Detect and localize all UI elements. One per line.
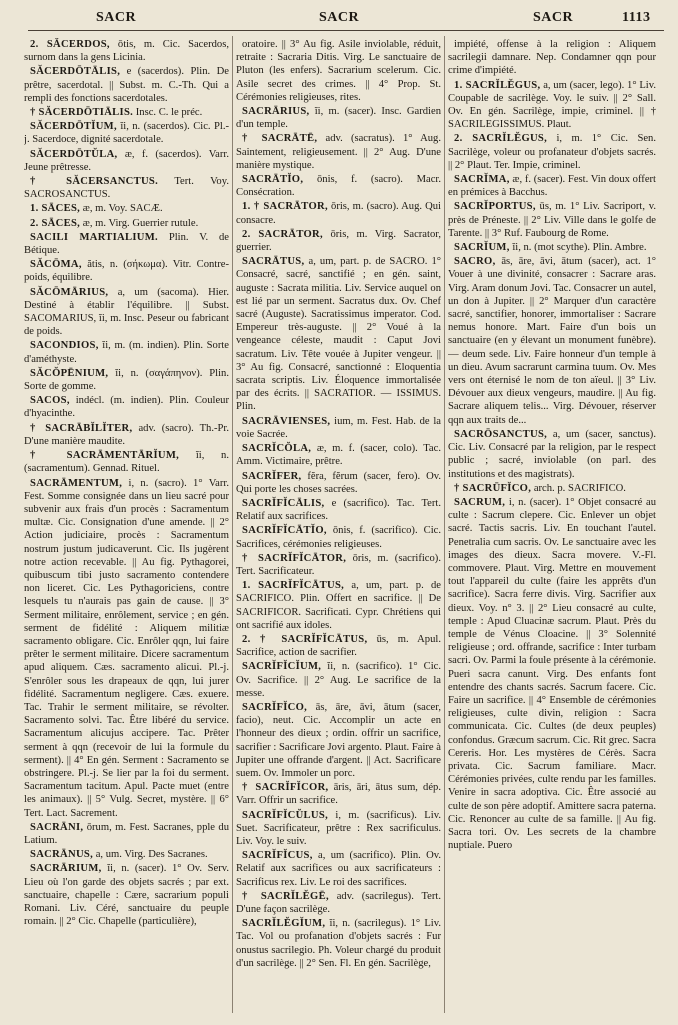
dictionary-entry <box>236 132 441 172</box>
dictionary-entry <box>236 701 441 780</box>
dictionary-entry <box>236 255 441 413</box>
entry-definition: æ, m. Virg. Guerrier rutule. <box>82 217 199 229</box>
entry-definition: æ, m. Voy. SACÆ. <box>82 203 163 215</box>
entry-headword: SACRĬMA, <box>454 174 510 186</box>
entry-definition: a, um (sacer, sanctus). Cic. Liv. Consacré par la religion, par le respect public ; sacré, inviolable (on parl. des institutions et des magistrats). <box>448 428 656 480</box>
dictionary-entry <box>236 633 441 659</box>
dictionary-entry <box>236 173 441 199</box>
dictionary-entry <box>236 781 441 807</box>
entry-definition: ōtis, m. Cic. Sacerdos, surnom dans la gens Licinia. <box>24 39 229 64</box>
entry-definition: ĭi, n. (sacrilegus). 1° Liv. Tac. Vol ou profanation d'objets sacrés : Fur onustus sacrilegio. Ph. Voleur chargé du produit d'un sacrilège. || 2° Sen. Fl. En gén. Sacrilège, <box>236 918 441 969</box>
dictionary-entry <box>24 367 229 393</box>
entry-headword: SACILI MARTIALIUM. <box>30 231 158 243</box>
entry-headword: SACRĬFĬCO, <box>242 701 308 713</box>
entry-headword: 2. SĂCERDOS, <box>30 39 110 50</box>
entry-headword: SACRĀVIENSES, <box>242 415 331 427</box>
entry-headword: 2. † SACRĬFĬCĀTUS, <box>242 633 368 645</box>
entry-headword: SĂCŌMA, <box>30 259 82 271</box>
dictionary-entry <box>236 228 441 254</box>
entry-definition: a, um, part. p. de SACRO. 1° Consacré, sacré, sanctifié ; en gén. saint, auguste : Sacrata militia. Liv. Service auquel on est lié par un serment. Sacratus dux. Ov. Chef sacré (Auguste). Sacratissimus imperator. Cod. Empereur très-auguste. || 2° Voué à la vengeance céleste, maudit : Caput Jovi sacratum. Liv. Tête vouée à Jupiter vengeur. || 3° Au fig. Consacré, sanctionné : Eloquentia sacrata scriptis. Liv. Éloquence immortalisée par des écrits. || SACRATIOR. — ISSIMUS. Plin. <box>236 256 441 413</box>
entry-definition: impiété, offense à la religion : Aliquem sacrilegii damnare. Nep. Condamner qqn pour crime d'impiété. <box>448 39 656 77</box>
entry-headword: † SACRĀBĬLĬTER, <box>30 422 133 434</box>
entry-definition: ōnis, f. (sacrifico). Cic. Sacrifices, cérémonies religieuses. <box>236 525 441 550</box>
dictionary-entry <box>448 38 656 78</box>
entry-headword: † SACRĬFĬCOR, <box>242 782 329 794</box>
entry-headword: SACRĀNI, <box>30 821 84 833</box>
entry-headword: † SACRĬLĔGĒ, <box>242 890 329 902</box>
entry-headword: SACRĬFĬCĬUM, <box>242 661 322 673</box>
entry-headword: SĂCŌMĀRIUS, <box>30 286 109 298</box>
column-1 <box>24 38 229 1013</box>
dictionary-entry <box>236 552 441 578</box>
entry-headword: SACRĬFĬCUS, <box>242 850 313 862</box>
dictionary-entry <box>24 202 229 215</box>
entry-headword: SACRĬFĬCĀTĬO, <box>242 525 327 537</box>
entry-headword: † SACRĀTĒ, <box>242 133 318 145</box>
entry-headword: SACRĀRIUM, <box>30 863 102 875</box>
dictionary-entry <box>236 200 441 226</box>
entry-definition: ĭi, n. (σαγάπηνον). Plin. Sorte de gomme. <box>24 367 229 393</box>
dictionary-entry <box>236 470 441 496</box>
entry-definition: ūs, m. Apul. Sacrifice, action de sacrifier. <box>236 633 441 659</box>
entry-headword: SACRĀTĬO, <box>242 174 304 186</box>
entry-headword: † SĂCERDŌTIĀLIS. <box>30 107 134 119</box>
entry-headword: SACRĬCŎLA, <box>242 443 312 455</box>
entry-headword: 1. † SACRĀTOR, <box>242 201 328 213</box>
entry-definition: ūs, m. 1° Liv. Sacriport, v. près de Préneste. || 2° Liv. Ville dans le golfe de Tarente. || 3° Ruf. Faubourg de Rome. <box>448 201 656 239</box>
entry-definition: æ, m. f. (sacer, colo). Tac. Amm. Victimaire, prêtre. <box>236 443 441 468</box>
entry-definition: æ, f. (sacerdos). Varr. Jeune prêtresse. <box>24 148 229 173</box>
dictionary-entry <box>448 79 656 132</box>
dictionary-entry <box>24 106 229 119</box>
entry-headword: 2. SĀCES, <box>30 217 81 229</box>
entry-definition: adv. (sacratus). 1° Aug. Saintement, religieusement. || 2° Aug. D'une manière mystique. <box>236 133 441 171</box>
entry-headword: SĂCŎPĒNIUM, <box>30 367 109 379</box>
entry-headword: SACRĀNUS, <box>30 849 94 861</box>
entry-definition: ās, āre, āvi, ātum (sacer), act. 1° Vouer à une divinité, consacrer : Sacrare aras. Virg. Aram donum Jovi. Tac. Consacrer un autel, un don à Jupiter. || 2° Marquer d'un caractère sacré, sanctifier, honorer, immortaliser : Sacrare nemus honore. Mart. Faire d'un bois un sanctuaire (en y élevant un monument funèbre). — deum sede. Liv. Faire honneur d'un temple à un dieu. Avum sacrarunt carmina tuum. Ov. Mes vers ont éternisé le nom de ton aïeul. || 3° Liv. Dévouer aux dieux vengeurs, maudire. || Au fig. Sacrare aliquem telis... Virg. Dévouer, réserver qqn aux traits de... <box>448 256 656 426</box>
entry-headword: SĂCERDŌTĀLIS, <box>30 66 121 78</box>
entry-headword: SACRUM, <box>454 496 506 508</box>
entry-definition: fĕra, fĕrum (sacer, fero). Ov. Qui porte les choses sacrées. <box>236 470 441 495</box>
entry-definition: Insc. C. le préc. <box>135 107 203 119</box>
entry-definition: arch. p. SACRIFICO. <box>533 482 626 494</box>
entry-definition: āris, āri, ātus sum, dép. Varr. Offrir un sacrifice. <box>236 782 441 807</box>
dictionary-entry <box>24 120 229 146</box>
entry-definition: ătis, n. (σήκωμα). Vitr. Contre-poids, équilibre. <box>24 259 229 284</box>
entry-definition: a, um (sacrifico). Plin. Ov. Relatif aux sacrifices ou aux sacrificateurs : Sacrificus rex. Liv. Le roi des sacrifices. <box>236 850 441 888</box>
entry-definition: ĭi, n. (sacramentum). Gennad. Rituel. <box>24 450 229 475</box>
entry-headword: SACRĀMENTUM, <box>30 477 123 489</box>
entry-headword: SĂCERDŌTĬUM, <box>30 121 117 133</box>
dictionary-entry <box>448 200 656 240</box>
entry-headword: SACRO, <box>454 256 496 268</box>
entry-definition: ĭi, m. (m. indien). Plin. Sorte d'améthyste. <box>24 340 229 365</box>
entry-headword: † SACRŪFĬCO, <box>454 482 532 494</box>
entry-definition: i, n. (sacro). 1° Varr. Fest. Somme consignée dans un lieu sacré pour subvenir aux frais d'un procès : Sacramentum multæ. Cic. Consignation d'une amende. || 2° Action judiciaire, procès : Sacramentum nostrum justum judicaverunt. Cic. Ils jugèrent notre action recevable. || Au fig. Pythagorei, quibuscum tibi justo sacramento contendere non liceret. Cic. Les Pythagoriciens, contre lesquels tu n'aurais pas gain de cause. || 3° Serment militaire, enrôlement, service ; en gén. serment de fidélité : Aliquem militiæ sacramento obligare. Cic. Enrôler qqn, lui faire prêter le serment militaire. Dicere sacramentum apud aliquem. Cæs. sacramento alicui. Pl.-j. S'enrôler sous les drapeaux de qqn, lui jurer fidélité. Sacramentum negligere. Cæs. exuere. Tac. Trahir le serment militaire, se révolter. Sacramento solvi. Tac. Être libéré du service. Sacramentum alicujus accipere. Tac. Prêter serment à qqn (recevoir de lui la formule du serment). || 4° En gén. Serment : Sacramento se obstringere. Pl.-j. Se lier par la foi du serment. Sacramentum tacitum. Apul. Pacte muet (entre les animaux). || 5° Vulg. Secret, mystère. || 6° Tert. Lact. Sacrement. <box>24 477 229 819</box>
header-rule <box>28 30 664 31</box>
entry-headword: SACRĬLĔGĬUM, <box>242 918 326 930</box>
dictionary-entry <box>236 809 441 849</box>
entry-definition: ōris, m. Virg. Sacrator, guerrier. <box>236 228 441 254</box>
entry-definition: e (sacerdos). Plin. De prêtre, sacerdotal. || Subst. m. C.-Th. Qui a rempli des fonctions sacerdotales. <box>24 66 229 104</box>
entry-definition: Tert. Voy. SACROSANCTUS. <box>24 176 229 201</box>
entry-definition: a, um, part. p. de SACRIFICO. Plin. Offert en sacrifice. || De SACRIFICOR. Sacrificati. Cypr. Chrétiens qui ont sacrifié aux idoles. <box>236 580 441 631</box>
header-center-guideword: SACR <box>319 10 360 25</box>
dictionary-entry <box>448 132 656 172</box>
entry-headword: SACONDIOS, <box>30 340 99 352</box>
entry-definition: a, um. Virg. Des Sacranes. <box>95 849 208 861</box>
dictionary-entry <box>236 890 441 916</box>
entry-definition: ōris, m. (sacro). Aug. Qui consacre. <box>236 201 441 226</box>
entry-definition: e (sacrifico). Tac. Tert. Relatif aux sacrifices. <box>236 497 441 523</box>
page-number: 1113 <box>622 10 651 25</box>
column-divider <box>232 36 233 1013</box>
entry-headword: 2. SACRĀTOR, <box>242 228 323 240</box>
header-right-guideword: SACR <box>533 10 574 25</box>
entry-headword: SACRĬUM, <box>454 242 510 254</box>
entry-headword: 1. SACRĬLĔGUS, <box>454 79 541 91</box>
dictionary-entry <box>236 579 441 632</box>
dictionary-entry <box>236 415 441 441</box>
column-2 <box>236 38 441 1013</box>
dictionary-entry <box>24 449 229 475</box>
dictionary-entry <box>24 38 229 64</box>
dictionary-entry <box>24 175 229 201</box>
entry-definition: i, m. (sacrificus). Liv. Suet. Sacrificateur, prêtre : Rex sacrificulus. Liv. Voy. le suiv. <box>236 809 441 847</box>
entry-definition: ōrum, m. Fest. Sacranes, pple du Latium. <box>24 821 229 846</box>
dictionary-entry <box>448 482 656 495</box>
entry-definition: ōris, m. (sacrifico). Tert. Sacrificateur. <box>236 552 441 577</box>
entry-headword: SACOS, <box>30 395 70 407</box>
dictionary-entry <box>236 38 441 104</box>
entry-headword: SACRŌSANCTUS, <box>454 428 548 440</box>
entry-definition: ĭi, n. (sacerdos). Cic. Pl.-j. Sacerdoce, dignité sacerdotale. <box>24 121 229 146</box>
entry-definition: adv. (sacrilegus). Tert. D'une façon sacrilège. <box>236 890 441 915</box>
dictionary-entry <box>24 65 229 105</box>
column-divider <box>444 36 445 1013</box>
entry-definition: ōnis, f. (sacro). Macr. Consécration. <box>236 174 441 199</box>
entry-definition: ās, āre, āvi, ātum (sacer, facio), neut. Cic. Accomplir un acte en l'honneur des dieux ; ordin. offrir un sacrifice, sacrifier : Sacrificare Jovi argento. Plaut. Faire à Jupiter une offrande d'argent. || Act. Sacrificare suem. Ov. Immoler un porc. <box>236 701 441 779</box>
dictionary-entry <box>24 394 229 420</box>
entry-headword: SĂCERDŌTŬLA, <box>30 148 118 160</box>
dictionary-entry <box>448 173 656 199</box>
entry-definition: i, m. 1° Cic. Sen. Sacrilège, voleur ou profanateur d'objets sacrés. || 2° Plaut. Ter. Impie, criminel. <box>448 133 656 171</box>
dictionary-entry <box>24 148 229 174</box>
column-3 <box>448 38 656 1013</box>
dictionary-entry <box>24 821 229 847</box>
entry-headword: † SACRĀMENTĀRĬUM, <box>30 450 180 462</box>
dictionary-entry <box>448 496 656 852</box>
entry-definition: ĭi, n. (sacer). 1° Ov. Serv. Lieu où l'on garde des objets sacrés ; par ext. sanctuaire, chapelle : Cære, sacrarium populi Romani. Liv. Céré, sanctuaire du peuple romain. || 2° Cic. Chapelle (particulière), <box>24 863 229 928</box>
entry-headword: SACRĀRIUS, <box>242 106 310 118</box>
entry-definition: a, um (sacoma). Hier. Destiné à établir l'équilibre. || Subst. SACOMARIUS, ĭi, m. Insc. Peseur ou fabricant de poids. <box>24 286 229 338</box>
entry-definition: ĭi, n. (sacrifico). 1° Cic. Ov. Sacrifice. || 2° Aug. Le sacrifice de la messe. <box>236 661 441 699</box>
dictionary-entry <box>448 428 656 481</box>
header-left-guideword: SACR <box>96 10 137 25</box>
entry-headword: 1. SĀCES, <box>30 203 81 215</box>
dictionary-entry <box>24 217 229 230</box>
entry-definition: æ, f. (sacer). Fest. Vin doux offert en prémices à Bacchus. <box>448 174 656 199</box>
entry-definition: oratoire. || 3° Au fig. Asile inviolable, réduit, retraite : Sacraria Ditis. Virg. Le sanctuaire de Pluton (les enfers). Sacrarium scelerum. Cic. Asile secret des crimes. || 4° Prop. St. Cérémonies religieuses, rites. <box>236 39 441 103</box>
dictionary-entry <box>236 660 441 700</box>
entry-definition: ĭi, n. (mot scythe). Plin. Ambre. <box>512 242 647 254</box>
dictionary-entry <box>24 339 229 365</box>
dictionary-entry <box>236 105 441 131</box>
entry-definition: a, um (sacer, lego). 1° Liv. Coupable de sacrilège. Voy. le suiv. || 2° Sall. Ov. En gén. Sacrilège, impie, criminel. || † SACRILEGISSIMUS. Plaut. <box>448 79 656 131</box>
entry-definition: indécl. (m. indien). Plin. Couleur d'hyacinthe. <box>24 395 229 420</box>
dictionary-entry <box>448 255 656 427</box>
dictionary-entry <box>448 241 656 254</box>
dictionary-entry <box>236 917 441 970</box>
entry-definition: ium, m. Fest. Hab. de la voie Sacrée. <box>236 415 441 440</box>
entry-definition: ĭi, m. (sacer). Insc. Gardien d'un temple. <box>236 106 441 131</box>
dictionary-entry <box>24 231 229 257</box>
dictionary-entry <box>24 477 229 820</box>
dictionary-entry <box>24 258 229 284</box>
dictionary-entry <box>236 849 441 889</box>
entry-headword: † SACRĬFĬCĀTOR, <box>242 552 347 564</box>
entry-headword: SACRĀTUS, <box>242 256 305 268</box>
dictionary-entry <box>236 524 441 550</box>
entry-definition: adv. (sacro). Th.-Pr. D'une manière maudite. <box>24 422 229 447</box>
entry-headword: † SĂCERSANCTUS. <box>30 176 159 188</box>
entry-headword: 2. SACRĬLĔGUS, <box>454 133 548 145</box>
entry-headword: SACRĬFĬCŬLUS, <box>242 809 329 821</box>
entry-headword: SACRĬFER, <box>242 470 302 482</box>
dictionary-entry <box>24 422 229 448</box>
dictionary-entry <box>24 286 229 339</box>
dictionary-entry <box>236 442 441 468</box>
entry-definition: Plin. V. de Bétique. <box>24 231 229 257</box>
entry-headword: SACRĬPORTUS, <box>454 201 536 213</box>
entry-headword: 1. SACRĬFĬCĀTUS, <box>242 580 345 592</box>
dictionary-entry <box>24 862 229 928</box>
dictionary-entry <box>236 497 441 523</box>
entry-definition: i, n. (sacer). 1° Objet consacré au culte : Sacrum clepere. Cic. Enlever un objet sacré. Tactis sacris. Liv. En touchant l'autel. Penetralia cum sacris. Ov. Le sanctuaire avec les images des dieux. Sacra movere. V.-Fl. commovere. Plaut. Virg. Mettre en mouvement tout l'appareil du culte (faire les apprêts d'un sacrifice). Sacra ferre divis. Virg. Sacrifier aux dieux. Voy. n° 3. || 2° Lieu consacré au culte, temple : Apud Cluacinæ sacrum. Plaut. Près du temple de Vénus Cloacine. || 3° Solennité religieuse ; ord. offrande, sacrifice : Inter turbam sacri. Ov. Parmi la foule présente à la cérémonie. Pueri sacra canunt. Virg. Des enfants font entendre des chants sacrés. Sacrum facere. Cic. Faire un sacrifice. || 4° Ensemble de cérémonies religieuses, culte divin, religion : Sacra communicata. Cic. Cultes (de deux peuples) confondus. Græcum sacrum. Cic. Rit grec. Sacra Cereris. Hor. Les mystères de Cérès. Sacra privata. Cic. Sacrum familiare. Macr. Cérémonies privées, culte rendu par les familles. Venire in sacra adoptiva. Cic. Être associé au culte de son père adoptif. Amittere sacra paterna. Cic. Renoncer au culte de sa famille. || Au fig. Sacra tori. Ov. Les secrets de la chambre nuptiale. Puero <box>448 496 656 852</box>
entry-headword: SACRĬFĬCĀLIS, <box>242 497 325 509</box>
dictionary-entry <box>24 848 229 861</box>
running-header <box>0 0 678 30</box>
